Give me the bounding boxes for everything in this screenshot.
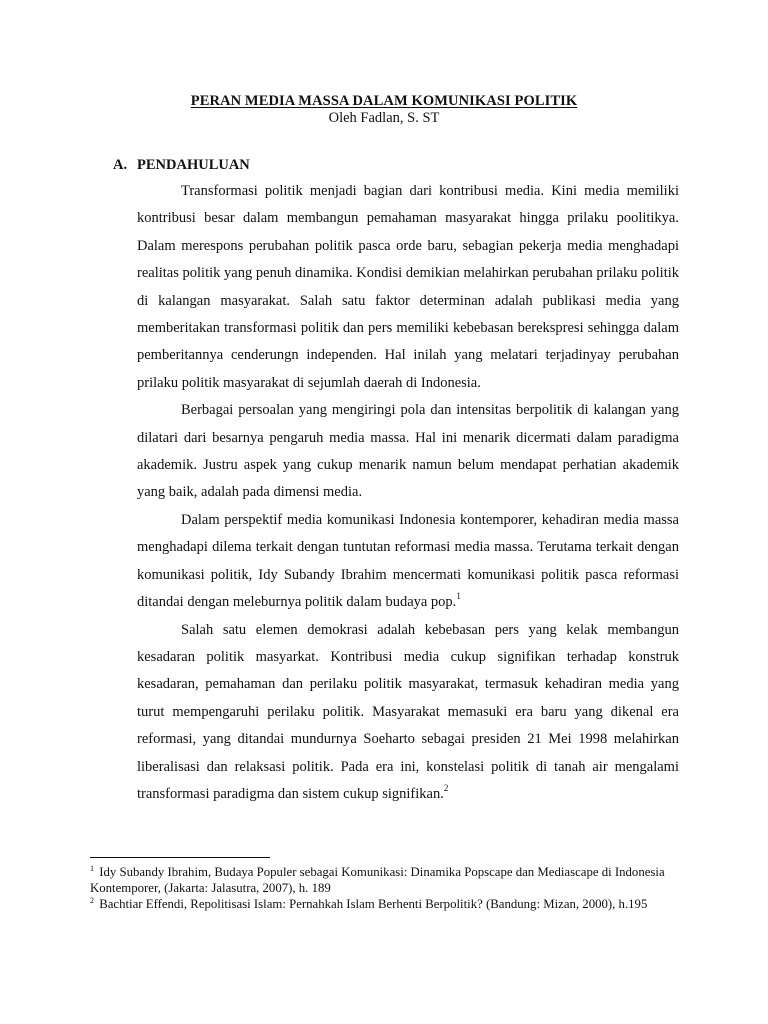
section-title: PENDAHULUAN (137, 157, 250, 173)
paragraph-text: Salah satu elemen demokrasi adalah kebebasan pers yang kelak membangun kesadaran politik masyarkat. Kontribusi media cukup signifikan terhadap konstruk kesadaran, pemahaman dan perilaku politik masyarakat, termasuk kehadiran media yang turut mempengaruhi perilaku politik. Masyarakat memasuki era baru yang dikenal era reformasi, yang ditandai mundurnya Soeharto sebagai presiden 21 Mei 1998 melahirkan liberalisasi dan relaksasi politik. Pada era ini, konstelasi politik di tanah air mengalami transformasi paradigma dan sistem cukup signifikan. (137, 621, 679, 802)
paragraph (137, 617, 679, 809)
section-heading (113, 157, 250, 174)
footnote-separator (90, 857, 270, 858)
footnote-number: 2 (90, 895, 94, 905)
title-block (90, 93, 678, 127)
footnotes (90, 864, 680, 912)
footnote-reference[interactable]: 2 (443, 783, 449, 794)
section-number: A. (113, 157, 128, 173)
footnote (90, 896, 680, 912)
paragraph (137, 507, 679, 617)
document-author: Oleh Fadlan, S. ST (328, 110, 440, 126)
paragraph-text: Transformasi politik menjadi bagian dari kontribusi media. Kini media memiliki kontribusi besar dalam membangun pemahaman masyarakat hingga prilaku poolitikya. Dalam merespons perubahan politik pasca orde baru, sebagian pekerja media menghadapi realitas politik yang penuh dinamika. Kondisi demikian melahirkan perubahan prilaku politik di kalangan masyarakat. Salah satu faktor determinan adalah publikasi media yang memberitakan transformasi politik dan pers memiliki kebebasan berekspresi sehingga dalam pemberitannya cenderungn independen. Hal inilah yang melatari terjadinyay perubahan prilaku politik masyarakat di sejumlah daerah di Indonesia. (137, 183, 679, 391)
paragraph (137, 397, 679, 507)
paragraph (137, 178, 679, 397)
footnote (90, 864, 680, 896)
footnote-reference[interactable]: 1 (456, 591, 461, 602)
footnote-text: Bachtiar Effendi, Repolitisasi Islam: Pernahkah Islam Berhenti Berpolitik? (Bandung: Mizan, 2000), h.195 (99, 897, 648, 911)
document-title: PERAN MEDIA MASSA DALAM KOMUNIKASI POLITIK (190, 93, 578, 109)
paragraph-text: Dalam perspektif media komunikasi Indonesia kontemporer, kehadiran media massa menghadapi dilema terkait dengan tuntutan reformasi media massa. Terutama terkait dengan komunikasi politik, Idy Subandy Ibrahim mencermati komunikasi politik pasca reformasi ditandai dengan meleburnya politik dalam budaya pop. (137, 511, 679, 611)
body-text (137, 178, 679, 808)
paragraph-text: Berbagai persoalan yang mengiringi pola dan intensitas berpolitik di kalangan yang dilatari dari besarnya pengaruh media massa. Hal ini menarik dicermati dalam paradigma akademik. Justru aspek yang cukup menarik namun belum mendapat perhatian akademik yang baik, adalah pada dimensi media. (137, 402, 679, 501)
footnote-text: Idy Subandy Ibrahim, Budaya Populer sebagai Komunikasi: Dinamika Popscape dan Mediascape di Indonesia Kontemporer, (Jakarta: Jalasutra, 2007), h. 189 (90, 865, 665, 895)
footnote-number: 1 (90, 863, 94, 873)
